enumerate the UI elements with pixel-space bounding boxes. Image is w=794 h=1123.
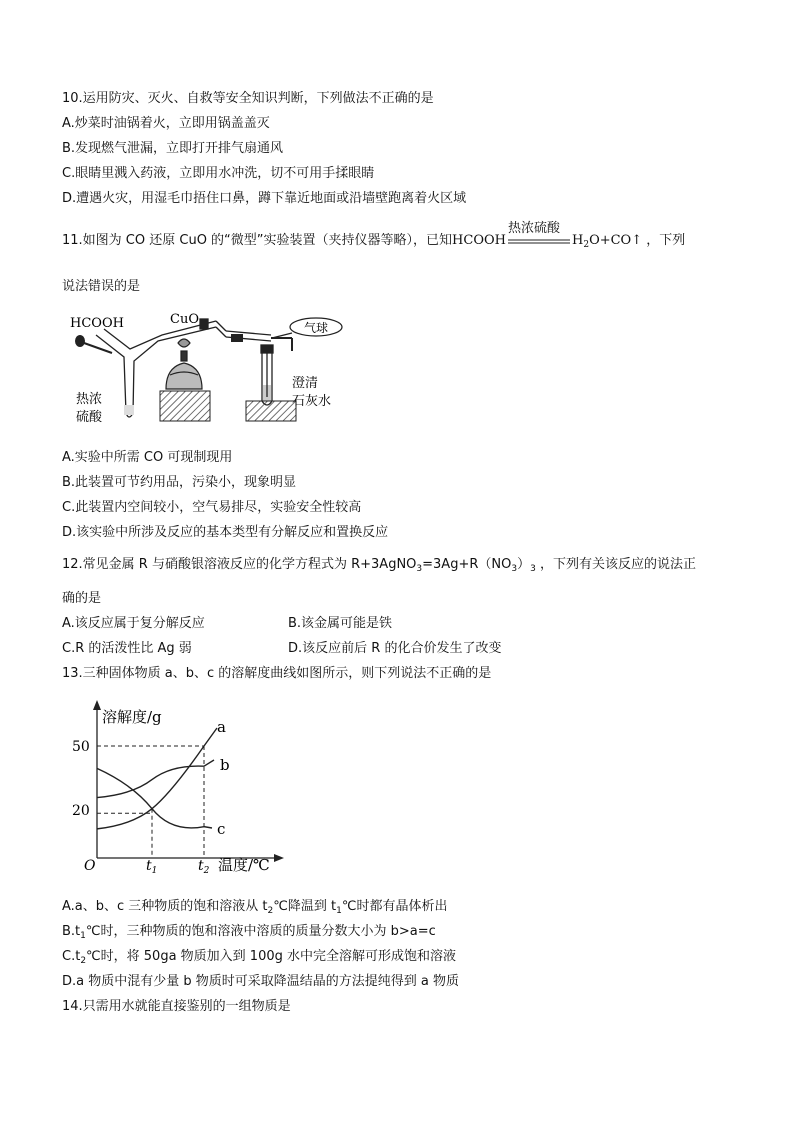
q10-option-b: B.发现燃气泄漏，立即打开排气扇通风 (62, 141, 284, 156)
xtick-t1-text: t (146, 858, 152, 874)
q13-a-text1: A.a、b、c 三种物质的饱和溶液从 t (62, 899, 268, 914)
alcohol-lamp-icon (166, 339, 202, 389)
q12-stem-text: 12.常见金属 R 与硝酸银溶液反应的化学方程式为 R+3AgNO (62, 557, 417, 572)
curve-b-label: b (220, 756, 230, 774)
q13-a-text3: ℃时都有晶体析出 (341, 899, 448, 914)
limewater-label-1: 澄清 (292, 376, 319, 391)
hcooh-label: HCOOH (70, 316, 124, 331)
limewater-label-2: 石灰水 (292, 394, 332, 409)
acid-label-1: 热浓 (76, 392, 103, 407)
q12-sub3: 3 (530, 564, 536, 574)
y-axis-arrow-icon (93, 700, 101, 710)
xtick-t1-sub: 1 (151, 866, 158, 876)
balloon-label: 气球 (304, 321, 329, 335)
q11-option-a: A.实验中所需 CO 可现制现用 (62, 450, 233, 465)
q13-option-b (62, 923, 436, 941)
q10-option-d: D.遭遇火灾，用湿毛巾捂住口鼻，蹲下靠近地面或沿墙壁跑离着火区域 (62, 191, 467, 206)
test-tube (261, 345, 273, 405)
q13-option-c (62, 948, 456, 966)
acid-label-2: 硫酸 (76, 410, 103, 425)
q13-option-d (62, 973, 459, 991)
q11-stem-line2: 说法错误的是 (62, 279, 141, 294)
q10-option-c: C.眼睛里溅入药液，立即用水冲洗，切不可用手揉眼睛 (62, 166, 375, 181)
q13-b-sub1: 1 (80, 931, 86, 941)
solubility-chart (62, 698, 292, 878)
q13-c-sub1: 2 (80, 956, 87, 966)
lamp-stand (160, 391, 210, 421)
q11-stem (62, 221, 686, 250)
q11-option-b: B.此装置可节约用品，污染小，现象明显 (62, 475, 297, 490)
q11-stem-text: 11.如图为 CO 还原 CuO 的“微型”实验装置（夹持仪器等略），已知 (62, 233, 453, 248)
ytick-20: 20 (72, 803, 90, 819)
q11-reactant: HCOOH (452, 233, 506, 248)
q14-stem: 14.只需用水就能直接鉴别的一组物质是 (62, 999, 291, 1014)
xtick-t2-text: t (198, 858, 204, 874)
q10-stem: 10.运用防灾、灭火、自救等安全知识判断，下列做法不正确的是 (62, 91, 434, 106)
q11-condition: 热浓硫酸 (507, 221, 560, 236)
q13-a-sub1: 2 (267, 906, 274, 916)
x-axis-arrow-icon (274, 854, 284, 862)
q11-product-rest: O+CO↑ (589, 233, 643, 248)
q13-a-text2: ℃降温到 t (273, 899, 337, 914)
q12-option-b: B.该金属可能是铁 (288, 616, 393, 631)
tube-stand (246, 401, 296, 421)
q11-product-sub: 2 (583, 240, 590, 250)
q11-arrow (506, 221, 572, 250)
q13-stem: 13.三种固体物质 a、b、c 的溶解度曲线如图所示，则下列说法不正确的是 (62, 666, 492, 681)
q13-option-a (62, 898, 447, 916)
q13-a-sub2: 1 (336, 906, 342, 916)
xtick-t2 (198, 858, 210, 876)
xtick-t2-sub: 2 (203, 866, 210, 876)
q11-product (572, 233, 642, 248)
q11-option-d: D.该实验中所涉及反应的基本类型有分解反应和置换反应 (62, 525, 389, 540)
q12-option-d: D.该反应前后 R 的化合价发生了改变 (288, 641, 502, 656)
apparatus-diagram (66, 305, 356, 435)
cuo-label: CuO (170, 312, 199, 327)
q10-option-a: A.炒菜时油锅着火，立即用锅盖盖灭 (62, 116, 270, 131)
q11-option-c: C.此装置内空间较小，空气易排尽，实验安全性较高 (62, 500, 362, 515)
q13-d-text1: D.a 物质中混有少量 b 物质时可采取降温结晶的方法提纯得到 a 物质 (62, 974, 459, 989)
x-axis-label: 温度/℃ (218, 856, 270, 874)
xtick-t1 (146, 858, 157, 876)
q12-option-a: A.该反应属于复分解反应 (62, 616, 205, 631)
y-axis-label: 溶解度/g (102, 708, 162, 726)
q13-c-text2: ℃时，将 50ga 物质加入到 100g 水中完全溶解可形成饱和溶液 (86, 949, 457, 964)
q13-b-text1: B.t (62, 924, 81, 939)
ytick-50: 50 (72, 739, 90, 755)
q12-stem-after: ，下列有关该反应的说法正 (539, 557, 696, 572)
q12-stem (62, 556, 696, 574)
origin-label: O (84, 858, 96, 874)
curve-a-label: a (217, 718, 226, 736)
q12-stem-line2: 确的是 (62, 591, 102, 606)
q13-c-text1: C.t (62, 949, 81, 964)
q12-option-c: C.R 的活泼性比 Ag 弱 (62, 641, 192, 656)
q12-mid: =3Ag+R（NO (422, 557, 512, 572)
balloon-icon (272, 318, 342, 338)
curve-b (97, 760, 214, 798)
curve-c-label: c (217, 820, 226, 838)
q11-stem-after: ，下列 (646, 233, 686, 248)
q12-sub2: 3 (511, 564, 518, 574)
equals-arrow-icon (506, 232, 572, 250)
q11-product-h: H (571, 233, 584, 248)
q13-b-text2: ℃时，三种物质的饱和溶液中溶质的质量分数大小为 b>a=c (85, 924, 436, 939)
q12-sub1: 3 (416, 564, 423, 574)
q12-close: ） (517, 557, 531, 572)
